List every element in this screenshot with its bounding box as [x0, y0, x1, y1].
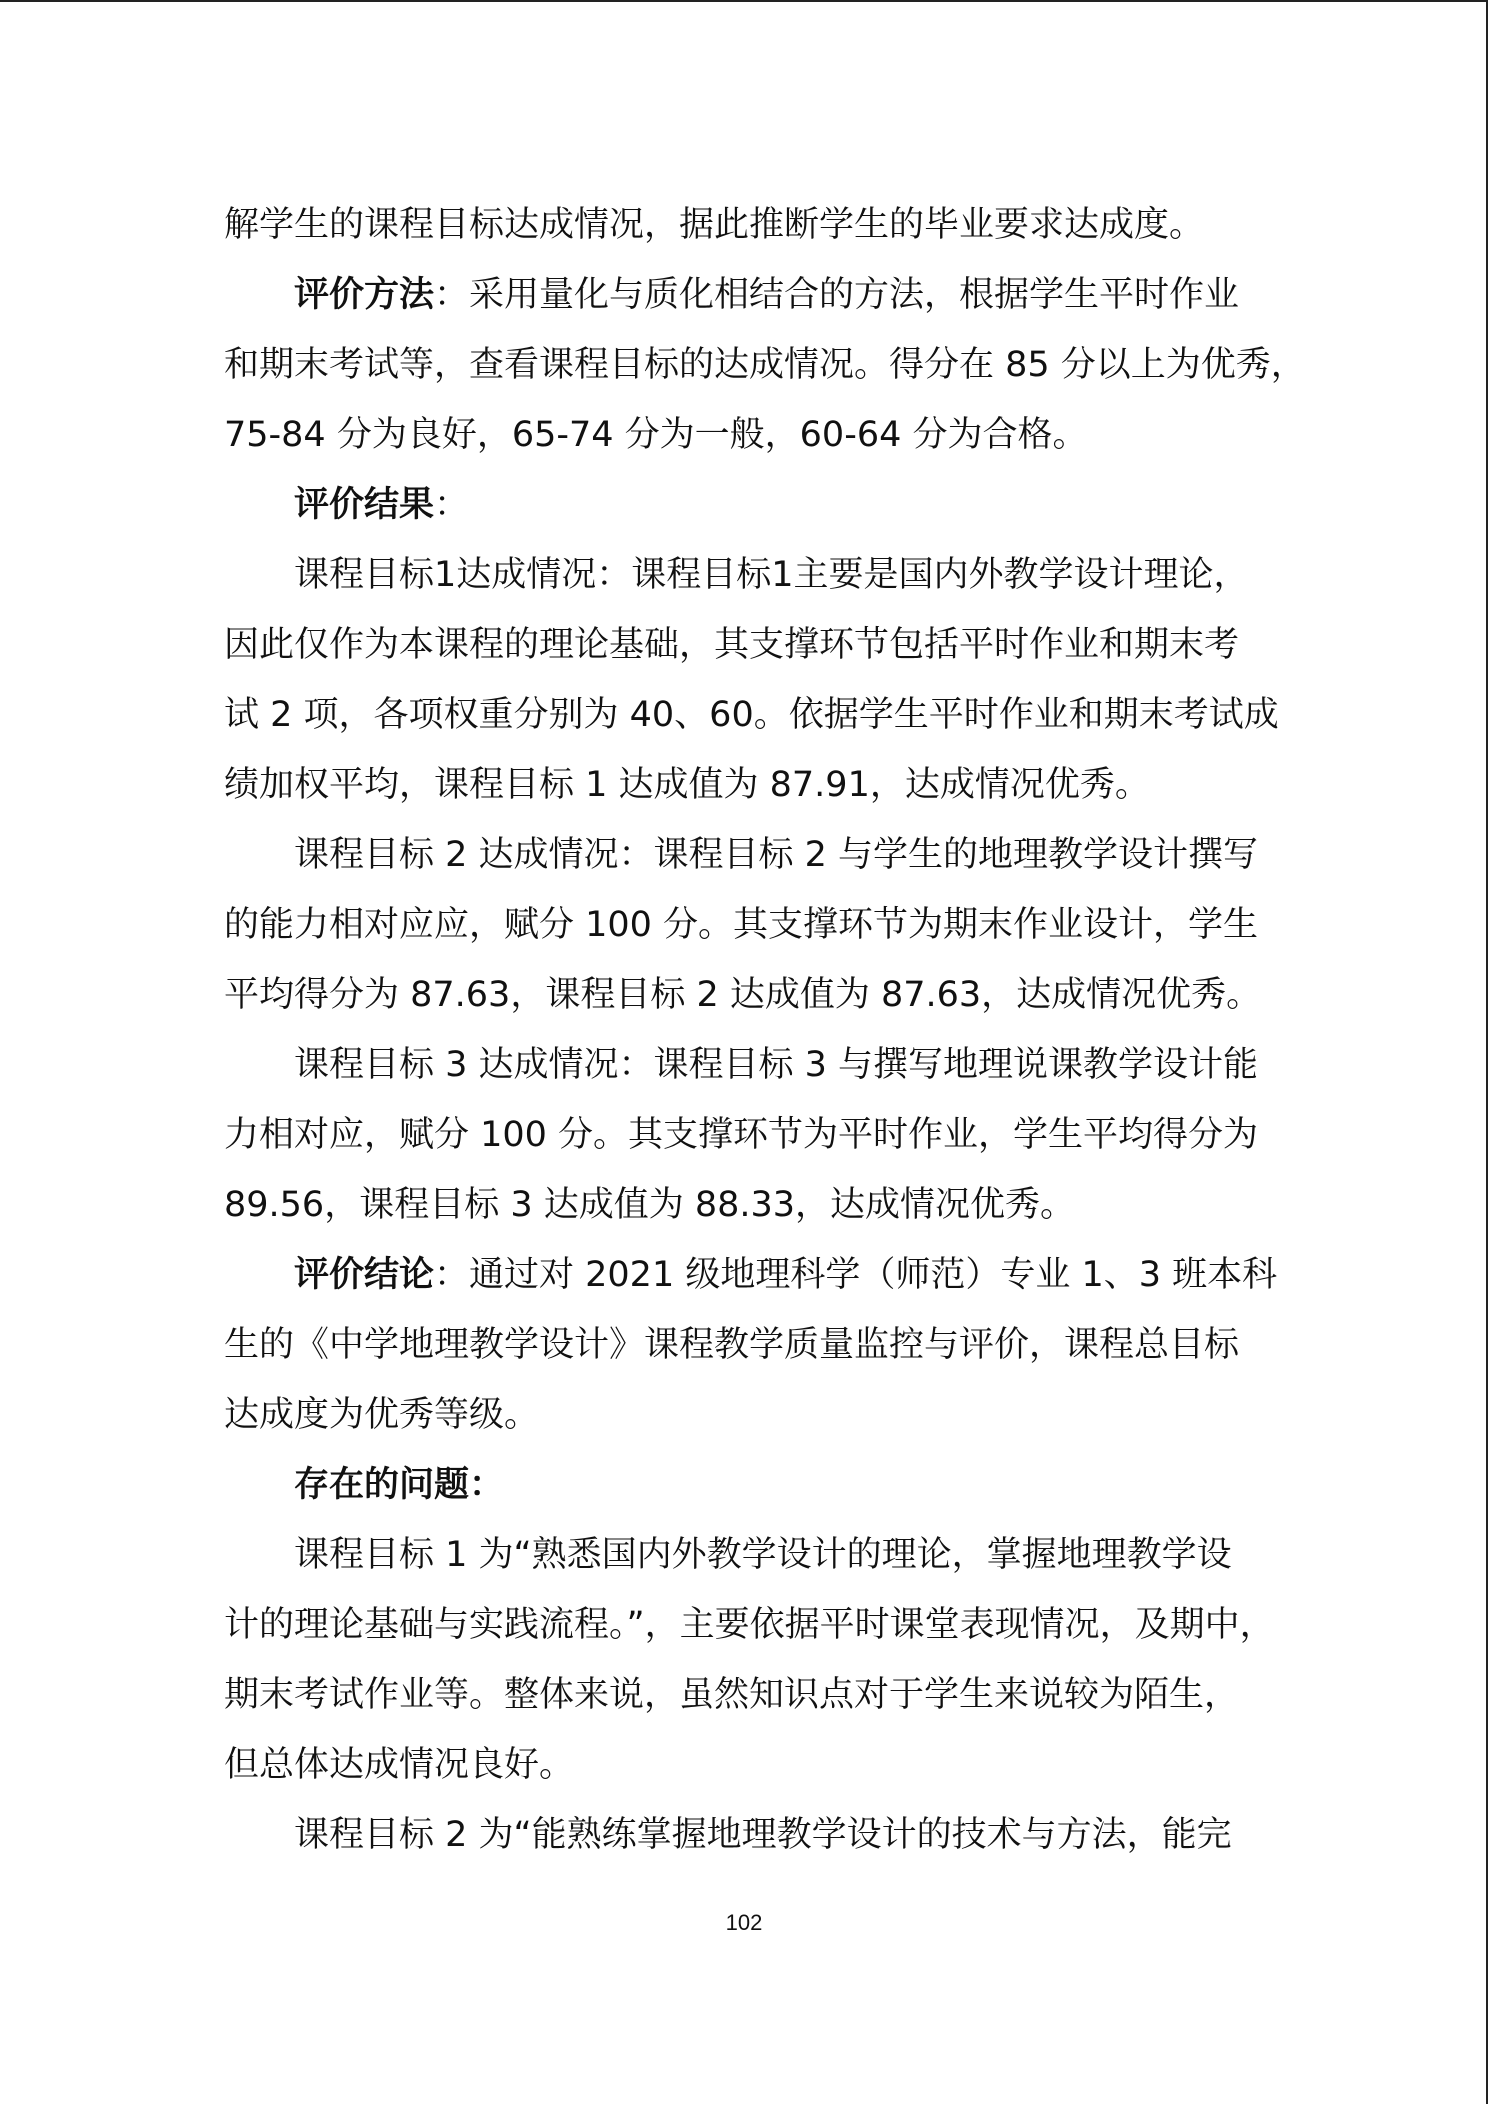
- line-text: 生的《中学地理教学设计》课程教学质量监控与评价，课程总目标: [224, 1325, 1240, 1365]
- text-line: [224, 1800, 1264, 1870]
- line-text: 解学生的课程目标达成情况，据此推断学生的毕业要求达成度。: [224, 205, 1205, 245]
- bold-heading: 评价方法: [294, 275, 435, 315]
- line-text: 平均得分为 87.63，课程目标 2 达成值为 87.63，达成情况优秀。: [224, 975, 1262, 1015]
- line-text: 课程目标1达成情况：课程目标1主要是国内外教学设计理论，: [294, 555, 1249, 595]
- page-number: 102: [725, 1910, 763, 1935]
- text-line: [224, 190, 1264, 260]
- line-text: 课程目标 1 为“熟悉国内外教学设计的理论，掌握地理教学设: [294, 1535, 1232, 1575]
- line-text: 但总体达成情况良好。: [224, 1745, 575, 1785]
- text-line: [224, 330, 1306, 400]
- line-text: 课程目标 3 达成情况：课程目标 3 与撰写地理说课教学设计能: [294, 1045, 1259, 1085]
- line-text: 计的理论基础与实践流程。”，主要依据平时课堂表现情况，及期中，: [224, 1605, 1275, 1645]
- page-border-top: [0, 0, 1488, 2]
- line-text: ：通过对 2021 级地理科学（师范）专业 1、3 班本科: [434, 1255, 1278, 1295]
- bold-heading: 评价结果: [294, 485, 435, 525]
- line-text: 达成度为优秀等级。: [224, 1395, 540, 1435]
- document-body: [224, 190, 1306, 1870]
- text-line: [224, 750, 1264, 820]
- line-text: 力相对应，赋分 100 分。其支撑环节为平时作业，学生平均得分为: [224, 1115, 1259, 1155]
- text-line: [224, 260, 1264, 330]
- line-text: 期末考试作业等。整体来说，虽然知识点对于学生来说较为陌生，: [224, 1675, 1240, 1715]
- text-line: [224, 1450, 1264, 1520]
- text-line: [224, 540, 1264, 610]
- line-text: 的能力相对应应，赋分 100 分。其支撑环节为期末作业设计，学生: [224, 905, 1259, 945]
- line-text: ：: [434, 485, 470, 525]
- text-line: [224, 1030, 1264, 1100]
- line-text: 课程目标 2 达成情况：课程目标 2 与学生的地理教学设计撰写: [294, 835, 1259, 875]
- line-text: 75-84 分为良好，65-74 分为一般，60-64 分为合格。: [224, 415, 1088, 455]
- line-text: ：采用量化与质化相结合的方法，根据学生平时作业: [434, 275, 1240, 315]
- text-line: [224, 890, 1264, 960]
- text-line: [224, 400, 1264, 470]
- text-line: [224, 1240, 1278, 1310]
- text-line: [224, 1520, 1264, 1590]
- text-line: [224, 470, 1264, 540]
- line-text: 89.56，课程目标 3 达成值为 88.33，达成情况优秀。: [224, 1185, 1076, 1225]
- text-line: [224, 680, 1279, 750]
- line-text: 因此仅作为本课程的理论基础，其支撑环节包括平时作业和期末考: [224, 625, 1240, 665]
- line-text: 绩加权平均，课程目标 1 达成值为 87.91，达成情况优秀。: [224, 765, 1150, 805]
- text-line: [224, 960, 1264, 1030]
- text-line: [224, 1590, 1275, 1660]
- text-line: [224, 1660, 1264, 1730]
- line-text: 课程目标 2 为“能熟练掌握地理教学设计的技术与方法，能完: [294, 1815, 1232, 1855]
- text-line: [224, 820, 1264, 890]
- text-line: [224, 1310, 1264, 1380]
- text-line: [224, 1380, 1264, 1450]
- text-line: [224, 1100, 1264, 1170]
- text-line: [224, 1730, 1264, 1800]
- text-line: [224, 1170, 1264, 1240]
- bold-heading: 评价结论: [294, 1255, 435, 1295]
- line-text: 试 2 项，各项权重分别为 40、60。依据学生平时作业和期末考试成: [224, 695, 1279, 735]
- line-text: 和期末考试等，查看课程目标的达成情况。得分在 85 分以上为优秀，: [224, 345, 1306, 385]
- bold-heading: 存在的问题：: [294, 1465, 505, 1505]
- text-line: [224, 610, 1264, 680]
